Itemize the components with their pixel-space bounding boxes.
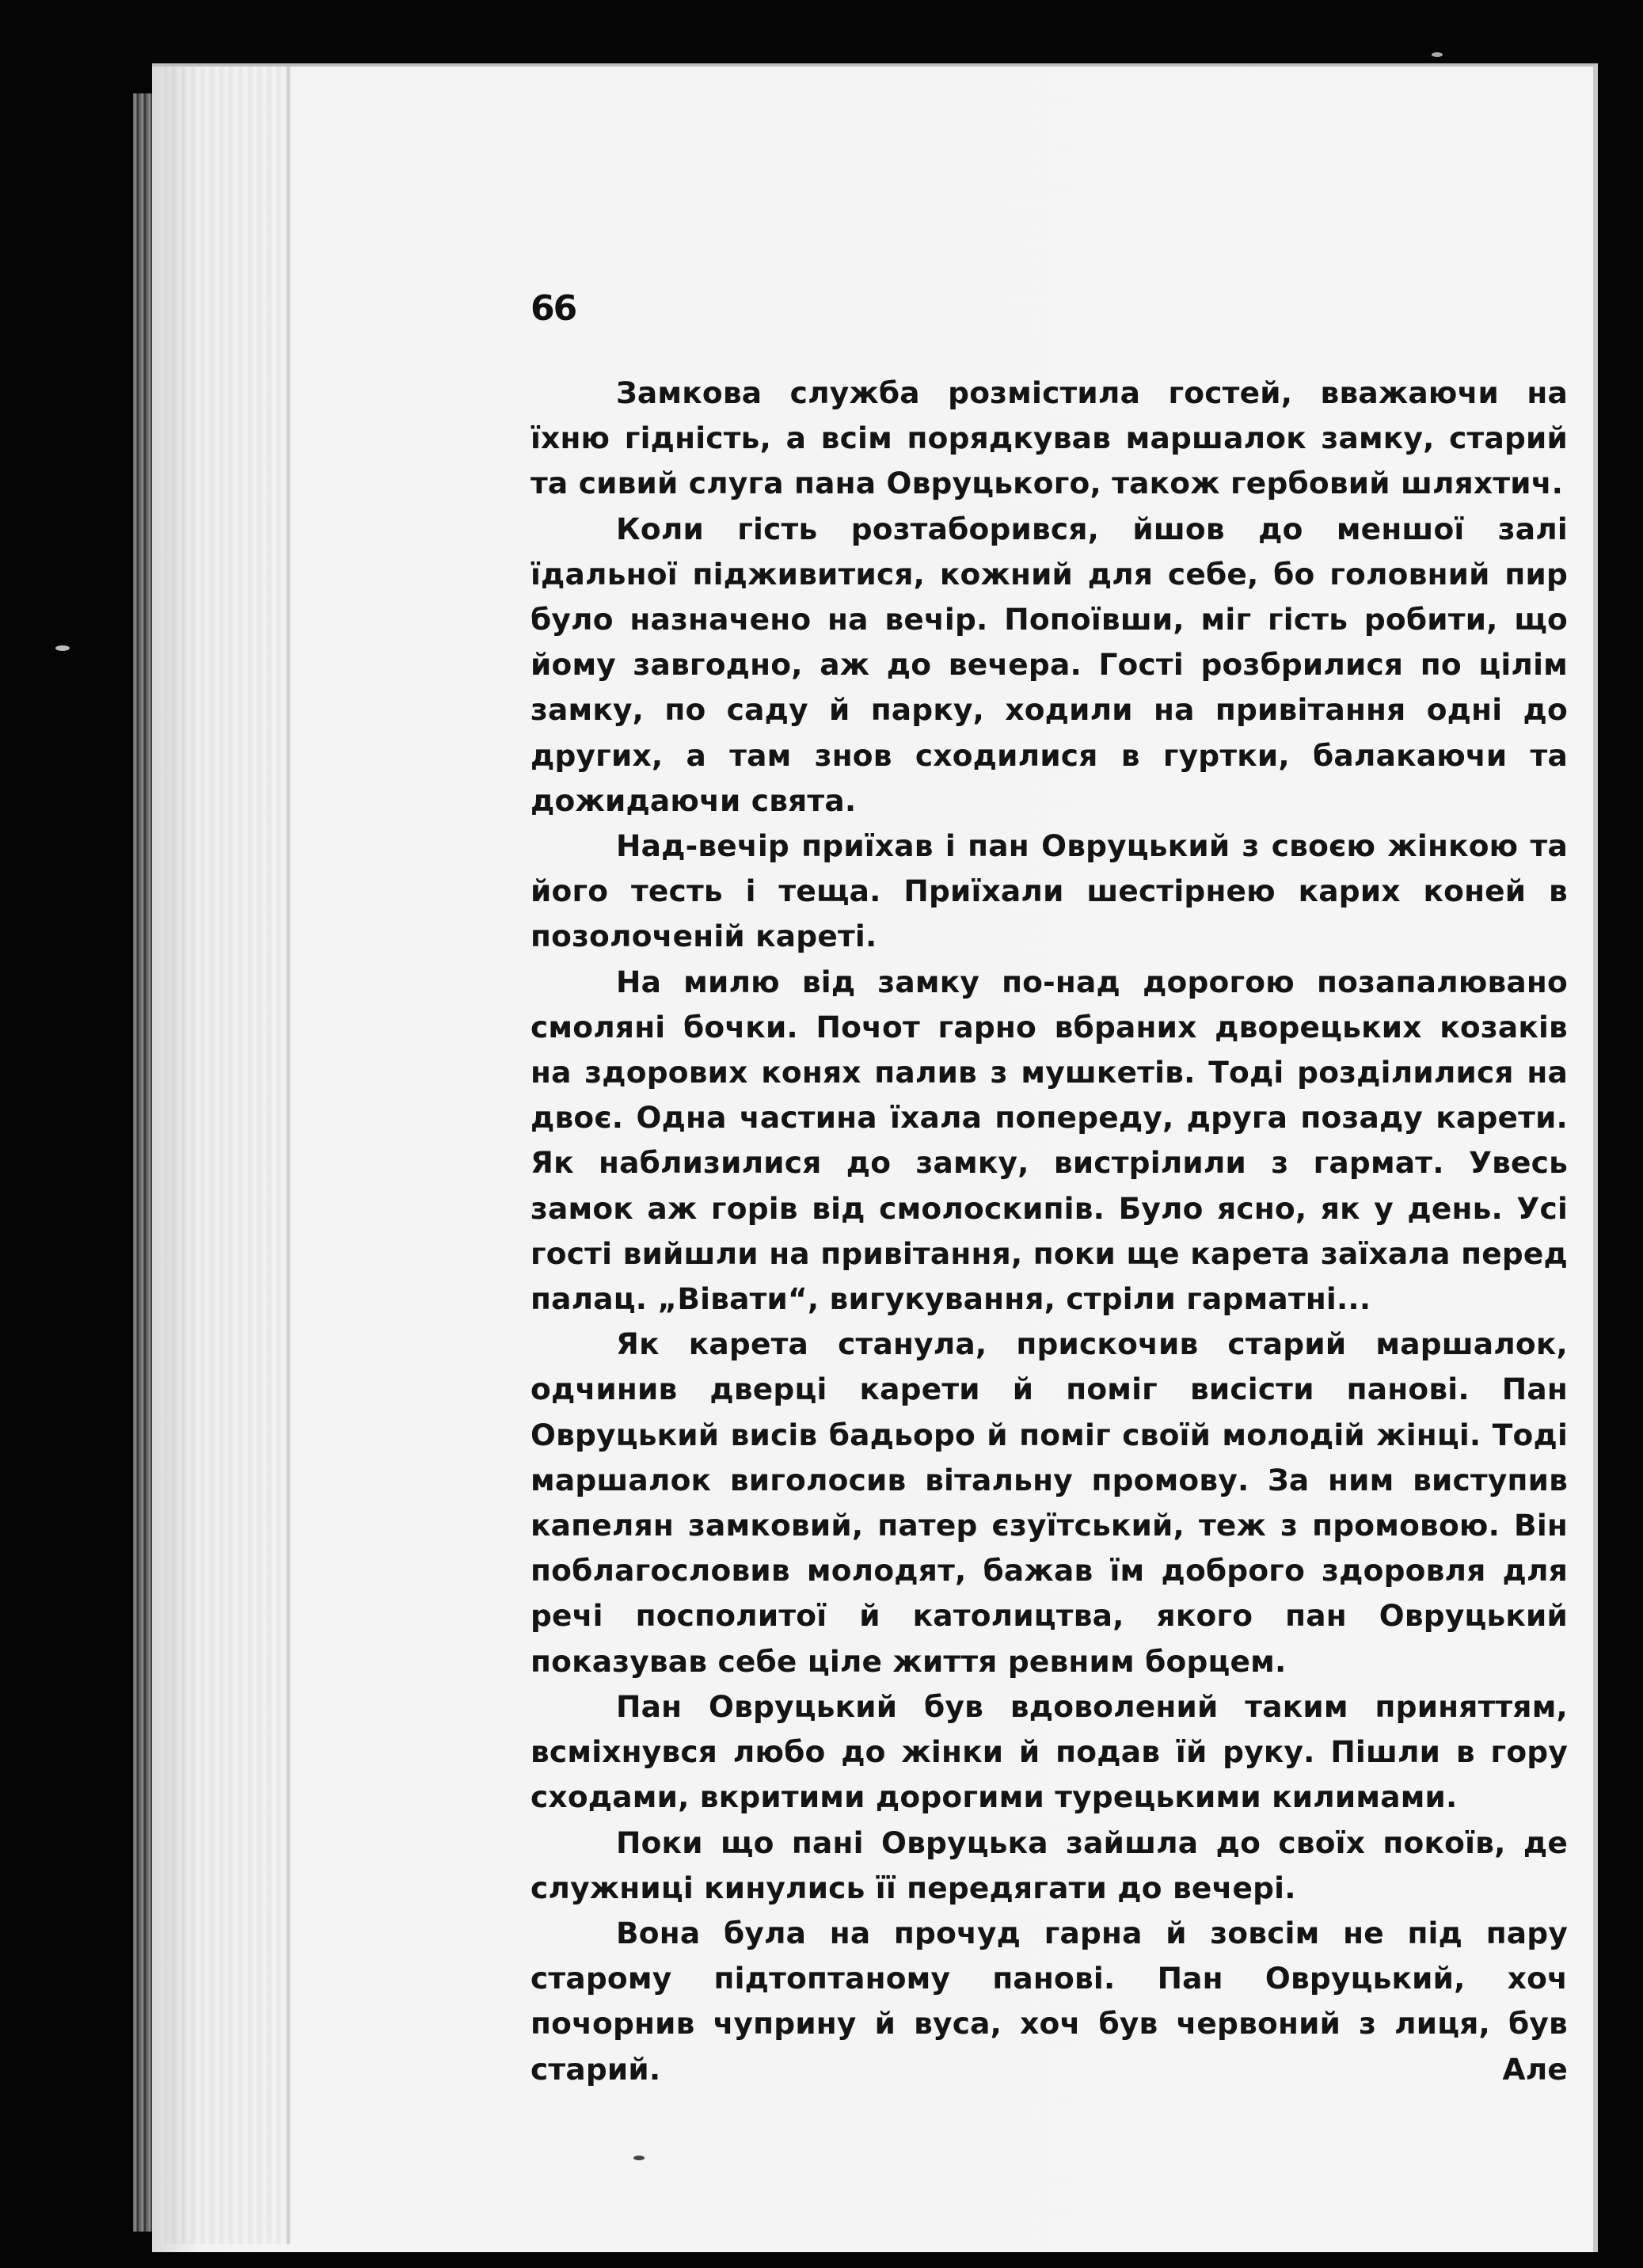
scan-speck xyxy=(1432,52,1443,57)
paragraph: Замкова служба розмістила гостей, вважаючи на їхню гідність, а всім порядкував маршалок замку, старий та сивий слуга пана Овруцького, також гербовий шляхтич. xyxy=(531,375,1568,501)
page-fold-line xyxy=(287,67,290,2244)
paragraph: Пан Овруцький був вдоволений таким приняттям, всміхнувся любо до жінки й подав їй руку. Пішли в гору сходами, вкритими дорогими турецькими килимами. xyxy=(531,1688,1568,1815)
scan-speck xyxy=(55,645,70,651)
spine-shadow xyxy=(165,67,291,2244)
paragraph: Вона була на прочуд гарна й зовсім не під пару старому підтоптаному панові. Пан Овруцький, хоч почорнив чуприну й вуса, хоч був червоний з лиця, був старий. Але xyxy=(531,1915,1568,2087)
paragraph: На милю від замку по-над дорогою позапалювано смоляні бочки. Почот гарно вбраних дворецьких козаків на здорових конях палив з мушкетів. Тоді розділилися на двоє. Одна частина їхала попереду, друга позаду карети. Як наблизилися до замку, вистрілили з гармат. Увесь замок аж горів від смолоскипів. Було ясно, як у день. Усі гості вийшли на привітання, поки ще карета заїхала перед палац. „Вівати“, вигукування, стріли гарматні... xyxy=(531,964,1568,1317)
paragraph: Поки що пані Овруцька зайшла до своїх покоїв, де служниці кинулись її передягати до вечері. xyxy=(531,1825,1568,1905)
page-number: 66 xyxy=(531,288,576,329)
body-text xyxy=(531,371,1568,2092)
scan-speck xyxy=(633,2156,645,2160)
paragraph: Як карета станула, прискочив старий маршалок, одчинив дверці карети й поміг висісти панові. Пан Овруцький висів бадьоро й поміг своїй молодій жінці. Тоді маршалок виголосив вітальну промову. За ним виступив капелян замковий, патер єзуїтський, теж з промовою. Він поблагословив молодят, бажав їм доброго здоровля для речі посполитої й католицтва, якого пан Овруцький показував себе ціле життя ревним борцем. xyxy=(531,1326,1568,1679)
paragraph: Коли гість розтаборився, йшов до меншої залі їдальної підживитися, кожний для себе, бо головний пир було назначено на вечір. Попоївши, міг гість робити, що йому завгодно, аж до вечера. Гості розбрилися по цілім замку, по саду й парку, ходили на привітання одні до других, а там знов сходилися в гуртки, балакаючи та дожидаючи свята. xyxy=(531,511,1568,818)
paragraph: Над-вечір приїхав і пан Овруцький з своєю жінкою та його тесть і теща. Приїхали шестірнею карих коней в позолоченій кареті. xyxy=(531,828,1568,954)
